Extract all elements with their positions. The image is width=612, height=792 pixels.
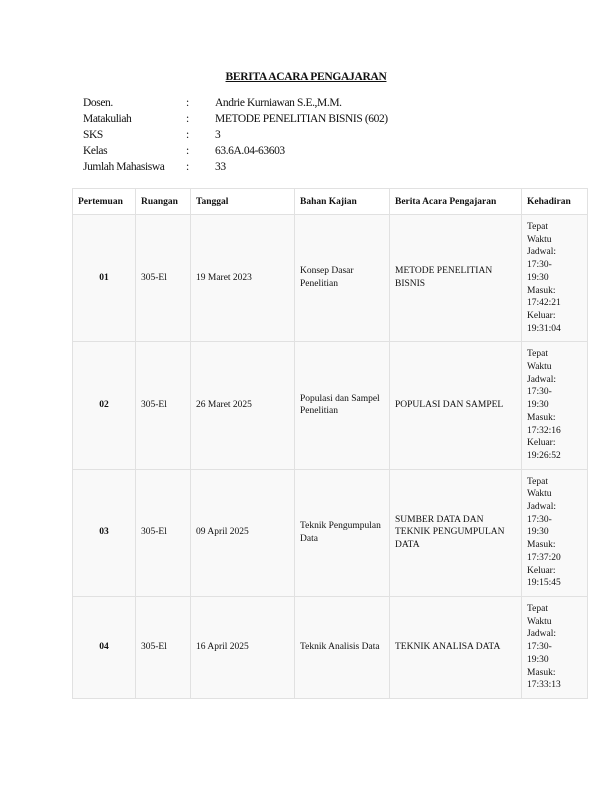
header-tanggal: Tanggal bbox=[191, 189, 295, 215]
kehadiran-line: 17:33:13 bbox=[527, 680, 561, 691]
cell-ruangan: 305-El bbox=[136, 342, 191, 469]
cell-berita-acara: TEKNIK ANALISA DATA bbox=[390, 596, 522, 698]
cell-berita-acara: SUMBER DATA DAN TEKNIK PENGUMPULAN DATA bbox=[390, 469, 522, 596]
kehadiran-line: Waktu bbox=[527, 234, 552, 245]
cell-ruangan: 305-El bbox=[136, 596, 191, 698]
kehadiran-line: 19:31:04 bbox=[527, 323, 561, 334]
kehadiran-line: Waktu bbox=[527, 489, 552, 500]
header-bahan-kajian: Bahan Kajian bbox=[295, 189, 390, 215]
info-row-matakuliah bbox=[83, 113, 503, 129]
kehadiran-line: 19:30 bbox=[527, 400, 549, 411]
cell-kehadiran bbox=[522, 596, 588, 698]
kehadiran-line: 19:15:45 bbox=[527, 578, 561, 589]
cell-pertemuan: 04 bbox=[73, 596, 136, 698]
info-row-jumlah-mahasiswa bbox=[83, 161, 503, 177]
info-row-dosen bbox=[83, 97, 503, 113]
info-colon: : bbox=[186, 161, 189, 173]
kehadiran-line: Masuk: bbox=[527, 667, 556, 678]
cell-bahan-kajian: Teknik Analisis Data bbox=[295, 596, 390, 698]
header-berita-acara: Berita Acara Pengajaran bbox=[390, 189, 522, 215]
kehadiran-line: Tepat bbox=[527, 603, 548, 614]
info-label: Kelas bbox=[83, 145, 108, 157]
info-colon: : bbox=[186, 113, 189, 125]
cell-tanggal: 19 Maret 2023 bbox=[191, 215, 295, 342]
cell-kehadiran bbox=[522, 342, 588, 469]
info-label: Dosen. bbox=[83, 97, 113, 109]
course-info bbox=[83, 97, 503, 177]
cell-kehadiran bbox=[522, 469, 588, 596]
info-colon: : bbox=[186, 97, 189, 109]
kehadiran-line: Jadwal: bbox=[527, 502, 557, 513]
cell-pertemuan: 02 bbox=[73, 342, 136, 469]
kehadiran-line: Jadwal: bbox=[527, 374, 557, 385]
kehadiran-line: 17:42:21 bbox=[527, 298, 561, 309]
kehadiran-line: 17:30- bbox=[527, 260, 552, 271]
kehadiran-line: 19:30 bbox=[527, 654, 549, 665]
header-kehadiran: Kehadiran bbox=[522, 189, 588, 215]
info-value: Andrie Kurniawan S.E.,M.M. bbox=[215, 97, 342, 109]
kehadiran-line: 17:30- bbox=[527, 387, 552, 398]
cell-kehadiran bbox=[522, 215, 588, 342]
info-row-kelas bbox=[83, 145, 503, 161]
cell-bahan-kajian: Teknik Pengumpulan Data bbox=[295, 469, 390, 596]
info-value: 3 bbox=[215, 129, 221, 141]
info-value: 63.6A.04-63603 bbox=[215, 145, 285, 157]
table-row bbox=[73, 469, 588, 596]
kehadiran-line: Waktu bbox=[527, 616, 552, 627]
cell-bahan-kajian: Konsep Dasar Penelitian bbox=[295, 215, 390, 342]
kehadiran-line: 19:30 bbox=[527, 527, 549, 538]
cell-pertemuan: 03 bbox=[73, 469, 136, 596]
table-header-row bbox=[73, 189, 588, 215]
info-label: SKS bbox=[83, 129, 103, 141]
info-value: 33 bbox=[215, 161, 226, 173]
info-row-sks bbox=[83, 129, 503, 145]
table-row bbox=[73, 596, 588, 698]
cell-bahan-kajian: Populasi dan Sampel Penelitian bbox=[295, 342, 390, 469]
page-title: BERITA ACARA PENGAJARAN bbox=[225, 71, 387, 83]
cell-ruangan: 305-El bbox=[136, 215, 191, 342]
info-label: Jumlah Mahasiswa bbox=[83, 161, 165, 173]
kehadiran-line: Keluar: bbox=[527, 438, 556, 449]
kehadiran-line: 19:30 bbox=[527, 272, 549, 283]
kehadiran-line: Tepat bbox=[527, 349, 548, 360]
info-value: METODE PENELITIAN BISNIS (602) bbox=[215, 113, 388, 125]
kehadiran-line: Jadwal: bbox=[527, 629, 557, 640]
kehadiran-line: 17:30- bbox=[527, 514, 552, 525]
cell-tanggal: 09 April 2025 bbox=[191, 469, 295, 596]
cell-tanggal: 16 April 2025 bbox=[191, 596, 295, 698]
info-colon: : bbox=[186, 145, 189, 157]
kehadiran-line: Masuk: bbox=[527, 540, 556, 551]
kehadiran-line: Tepat bbox=[527, 476, 548, 487]
kehadiran-line: Jadwal: bbox=[527, 247, 557, 258]
info-label: Matakuliah bbox=[83, 113, 132, 125]
table-row bbox=[73, 342, 588, 469]
kehadiran-line: 17:32:16 bbox=[527, 425, 561, 436]
kehadiran-line: Keluar: bbox=[527, 565, 556, 576]
kehadiran-line: Waktu bbox=[527, 362, 552, 373]
cell-tanggal: 26 Maret 2025 bbox=[191, 342, 295, 469]
info-colon: : bbox=[186, 129, 189, 141]
kehadiran-line: Masuk: bbox=[527, 285, 556, 296]
kehadiran-line: Tepat bbox=[527, 222, 548, 232]
kehadiran-line: 17:37:20 bbox=[527, 552, 561, 563]
kehadiran-line: 17:30- bbox=[527, 642, 552, 653]
cell-berita-acara: POPULASI DAN SAMPEL bbox=[390, 342, 522, 469]
kehadiran-line: 19:26:52 bbox=[527, 450, 561, 461]
cell-berita-acara: METODE PENELITIAN BISNIS bbox=[390, 215, 522, 342]
cell-ruangan: 305-El bbox=[136, 469, 191, 596]
cell-pertemuan: 01 bbox=[73, 215, 136, 342]
table-row bbox=[73, 215, 588, 342]
kehadiran-line: Masuk: bbox=[527, 412, 556, 423]
attendance-table bbox=[72, 188, 588, 699]
header-ruangan: Ruangan bbox=[136, 189, 191, 215]
header-pertemuan: Pertemuan bbox=[73, 189, 136, 215]
kehadiran-line: Keluar: bbox=[527, 310, 556, 321]
